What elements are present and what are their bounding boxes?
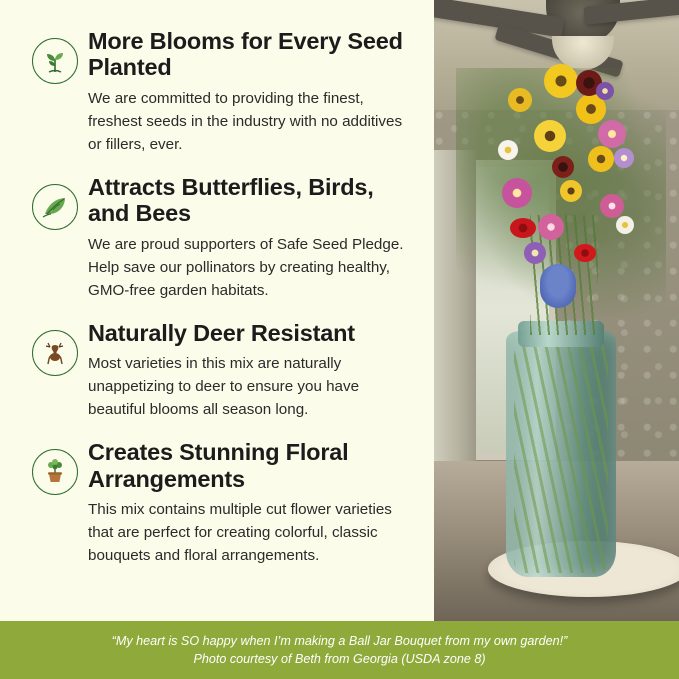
flower-pink bbox=[502, 178, 532, 208]
flower-purple bbox=[524, 242, 546, 264]
butterfly-leaf-icon bbox=[32, 184, 78, 230]
feature-icon-wrap bbox=[26, 320, 84, 376]
feature-item bbox=[26, 320, 416, 422]
flower-yellow bbox=[544, 64, 578, 98]
bouquet bbox=[448, 28, 676, 358]
feature-body: We are proud supporters of Safe Seed Pledge. Help save our pollinators by creating healthy, GMO-free garden habitats. bbox=[88, 235, 404, 299]
feature-title: Creates Stunning Floral Arrangements bbox=[88, 439, 349, 492]
flower-yellow bbox=[534, 120, 566, 152]
seedling-sprout-icon bbox=[32, 38, 78, 84]
feature-item bbox=[26, 28, 416, 156]
flower-pink bbox=[600, 194, 624, 218]
flower-blue bbox=[540, 264, 576, 308]
feature-body: We are committed to providing the finest, freshest seeds in the industry with no additives or fillers, ever. bbox=[88, 89, 403, 153]
feature-item bbox=[26, 174, 416, 302]
caption-credit: Photo courtesy of Beth from Georgia (USDA zone 8) bbox=[193, 652, 486, 666]
feature-title: Attracts Butterflies, Birds, and Bees bbox=[88, 173, 374, 227]
feature-body: This mix contains multiple cut flower varieties that are perfect for creating colorful, classic bouquets and floral arrangements. bbox=[88, 501, 392, 565]
mason-jar-bouquet-photo bbox=[434, 0, 679, 621]
feature-text bbox=[84, 439, 416, 567]
flower-purple bbox=[596, 82, 614, 100]
feature-text bbox=[84, 320, 416, 422]
photo-caption bbox=[0, 621, 679, 679]
feature-title: More Blooms for Every Seed Planted bbox=[88, 28, 403, 81]
flower-lavender bbox=[614, 148, 634, 168]
feature-item bbox=[26, 439, 416, 567]
flower-pink bbox=[538, 214, 564, 240]
flower-maroon bbox=[552, 156, 574, 178]
caption-quote: “My heart is SO happy when I’m making a Ball Jar Bouquet from my own garden!” bbox=[111, 633, 568, 648]
jar-stems bbox=[514, 343, 608, 573]
flower-pink bbox=[598, 120, 626, 148]
feature-text bbox=[84, 174, 416, 302]
deer-icon bbox=[32, 330, 78, 376]
feature-icon-wrap bbox=[26, 28, 84, 84]
flower-yellow bbox=[508, 88, 532, 112]
flower-red bbox=[510, 218, 536, 238]
feature-icon-wrap bbox=[26, 439, 84, 495]
flower-white bbox=[616, 216, 634, 234]
feature-title: Naturally Deer Resistant bbox=[88, 319, 355, 346]
flower-white bbox=[498, 140, 518, 160]
feature-body: Most varieties in this mix are naturally unappetizing to deer to ensure you have beautiful blooms all season long. bbox=[88, 355, 360, 419]
flower-yellow bbox=[560, 180, 582, 202]
feature-text bbox=[84, 28, 416, 156]
flower-red bbox=[574, 244, 596, 262]
flower-yellow bbox=[588, 146, 614, 172]
feature-icon-wrap bbox=[26, 174, 84, 230]
potted-plant-icon bbox=[32, 449, 78, 495]
